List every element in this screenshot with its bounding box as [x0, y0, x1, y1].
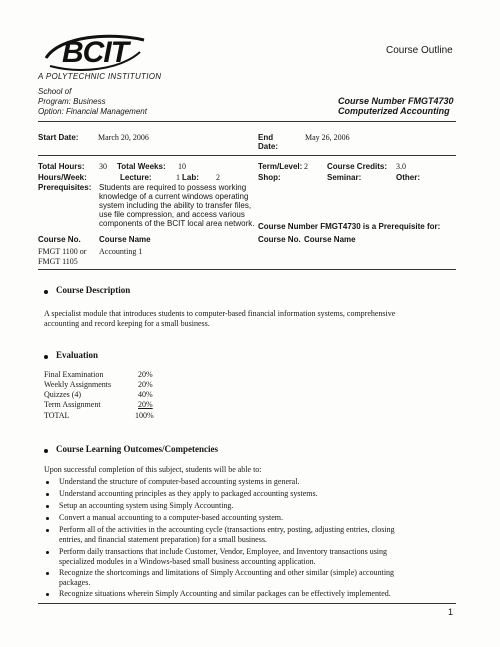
evaluation-weight: 20%	[138, 370, 153, 379]
total-weeks-label: Total Weeks:	[117, 162, 166, 171]
prereq-course-name: Accounting 1	[99, 247, 143, 256]
outcome-item-cont: entries, and financial statement preparation) for a small business.	[59, 535, 267, 544]
bullet-icon	[44, 355, 48, 359]
bullet-icon	[46, 593, 49, 596]
prereq-label: Prerequisites:	[38, 183, 92, 192]
program-label: Program: Business	[38, 97, 106, 106]
description-text: A specialist module that introduces students to computer-based financial information systems, comprehensive	[44, 309, 396, 318]
course-name-header: Course Name	[99, 235, 151, 244]
end-date-label-2: Date:	[258, 142, 279, 151]
course-no-header: Course No.	[38, 235, 81, 244]
prereq-line: knowledge of a current windows operating	[99, 192, 249, 201]
outcomes-intro: Upon successful completion of this subject, students will be able to:	[44, 465, 262, 474]
outcome-item: Perform all of the activities in the accounting cycle (transactions entry, posting, adjusting entries, closing	[59, 525, 395, 534]
bullet-icon	[46, 505, 49, 508]
evaluation-heading: Evaluation	[56, 350, 99, 360]
start-date-label: Start Date:	[38, 133, 79, 142]
credits-value: 3.0	[396, 162, 406, 171]
prereq-line: system including the ability to transfer files,	[99, 201, 252, 210]
school-label: School of	[38, 87, 72, 96]
evaluation-total-value: 100%	[135, 411, 154, 420]
total-weeks-value: 10	[178, 162, 186, 171]
start-date-value: March 20, 2006	[98, 133, 149, 142]
term-value: 2	[304, 162, 308, 171]
shop-label: Shop:	[258, 173, 281, 182]
description-text: accounting and record keeping for a small business.	[44, 319, 210, 328]
outcome-item: Setup an accounting system using Simply Accounting.	[59, 501, 234, 510]
bullet-icon	[46, 493, 49, 496]
divider	[38, 155, 456, 156]
credits-label: Course Credits:	[327, 162, 388, 171]
evaluation-weight: 20%	[138, 380, 153, 389]
evaluation-item: Final Examination	[44, 370, 104, 379]
prereq-for-label: Course Number FMGT4730 is a Prerequisite for:	[258, 222, 441, 231]
outcome-item: Perform daily transactions that include Customer, Vendor, Employee, and Inventory transactions using	[59, 547, 388, 556]
bullet-icon	[46, 481, 49, 484]
divider	[38, 269, 456, 270]
page-number: 1	[448, 607, 454, 617]
course-no-header-2: Course No.	[258, 235, 301, 244]
outcome-item: Recognize situations wherein Simply Accounting and similar packages can be effectively implemented.	[59, 589, 391, 598]
outcome-item-cont: specialized modules in a Windows-based small business accounting application.	[59, 557, 316, 566]
logo-wordmark: BCIT	[62, 36, 128, 69]
prereq-line: Students are required to possess working	[99, 183, 247, 192]
evaluation-weight: 20%	[138, 400, 153, 409]
divider	[38, 603, 456, 604]
description-heading: Course Description	[56, 285, 131, 295]
seminar-label: Seminar:	[327, 173, 362, 182]
outcome-item: Recognize the shortcomings and limitations of Simply Accounting and other similar (simple) accounting	[59, 568, 395, 577]
divider	[38, 121, 456, 122]
evaluation-weight: 40%	[138, 390, 153, 399]
outcome-item: Convert a manual accounting to a computer-based accounting system.	[59, 513, 283, 522]
course-number: Course Number FMGT4730	[338, 96, 454, 106]
other-label: Other:	[396, 173, 420, 182]
total-hours-value: 30	[99, 162, 107, 171]
prereq-line: use file compression, and access various	[99, 210, 245, 219]
prereq-line: components of the BCIT local area network.	[99, 219, 255, 228]
doc-title: Course Outline	[386, 45, 453, 56]
end-date-value: May 26, 2006	[305, 133, 350, 142]
bullet-icon	[46, 529, 49, 532]
bullet-icon	[46, 572, 49, 575]
outcome-item-cont: packages.	[59, 578, 91, 587]
course-name: Computerized Accounting	[338, 106, 450, 116]
outcome-item: Understand the structure of computer-based accounting systems in general.	[59, 477, 300, 486]
bullet-icon	[46, 551, 49, 554]
lecture-value: 1	[176, 173, 180, 182]
evaluation-item: Term Assignment	[44, 400, 101, 409]
option-label: Option: Financial Management	[38, 107, 147, 116]
total-hours-label: Total Hours:	[38, 162, 85, 171]
outcomes-heading: Course Learning Outcomes/Competencies	[56, 444, 218, 454]
bullet-icon	[46, 517, 49, 520]
prereq-course-no: FMGT 1100 or	[38, 247, 87, 256]
prereq-course-no: FMGT 1105	[38, 257, 78, 266]
evaluation-item: Quizzes (4)	[44, 390, 82, 399]
outcome-item: Understand accounting principles as they apply to packaged accounting systems.	[59, 489, 318, 498]
evaluation-item: Weekly Assignments	[44, 380, 112, 389]
hours-week-label: Hours/Week:	[38, 173, 87, 182]
end-date-label: End	[258, 133, 274, 142]
institution-tagline: A POLYTECHNIC INSTITUTION	[38, 72, 162, 81]
lab-label: Lab:	[182, 173, 199, 182]
evaluation-total-label: TOTAL	[44, 411, 70, 420]
lecture-label: Lecture:	[120, 173, 152, 182]
course-name-header-2: Course Name	[304, 235, 356, 244]
bullet-icon	[44, 290, 48, 294]
bullet-icon	[44, 449, 48, 453]
term-label: Term/Level:	[258, 162, 303, 171]
lab-value: 2	[216, 173, 220, 182]
